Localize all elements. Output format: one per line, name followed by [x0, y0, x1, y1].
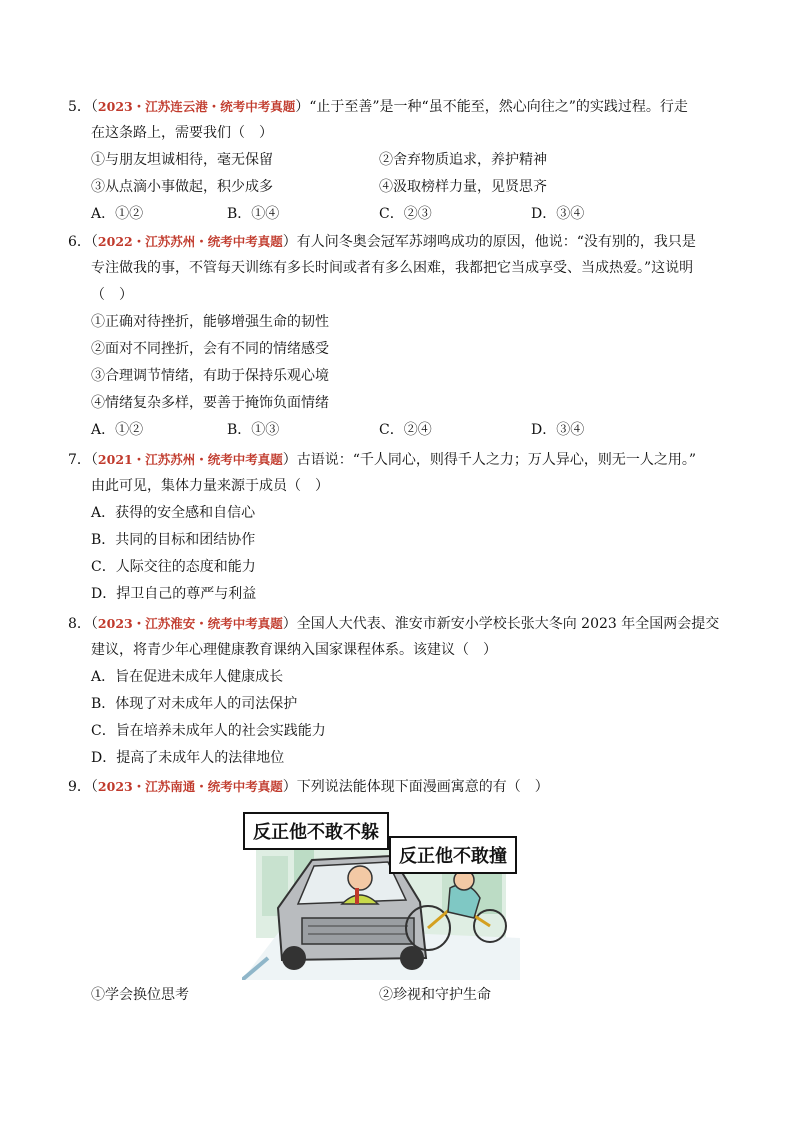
source-close: ） — [282, 779, 297, 795]
statement-row — [68, 984, 733, 1011]
question-stem-cont: 由此可见，集体力量来源于成员（ ） — [91, 478, 329, 494]
source-open: （ — [90, 779, 98, 795]
source-close: ） — [282, 452, 297, 468]
question-number: 6． — [68, 234, 91, 250]
statement-row — [68, 174, 733, 201]
source-close: ） — [282, 234, 297, 250]
statement-item: ②珍视和守护生命 — [379, 987, 491, 1003]
source-close: ） — [282, 616, 297, 632]
choice-row — [68, 417, 733, 444]
statement-item: ④汲取榜样力量，见贤思齐 — [379, 179, 547, 195]
source-open: （ — [90, 99, 98, 115]
question-number: 9． — [68, 779, 91, 795]
choice-b[interactable]: B．共同的目标和团结协作 — [91, 532, 256, 548]
statement-row — [68, 147, 733, 174]
choice-a[interactable]: A．①② — [91, 206, 144, 222]
choice-row — [68, 201, 733, 228]
statement-item: ②舍弃物质追求，养护精神 — [379, 152, 547, 168]
question-source: 2023・江苏淮安・统考中考真题 — [97, 616, 283, 631]
source-open: （ — [90, 616, 98, 632]
question-stem: 古语说：“千人同心，则得千人之力；万人异心，则无一人之用。” — [296, 452, 697, 468]
question-source: 2023・江苏南通・统考中考真题 — [97, 779, 283, 794]
question-7 — [68, 446, 733, 608]
statement-item: ③合理调节情绪，有助于保持乐观心境 — [91, 368, 329, 384]
choice-b[interactable]: B．①④ — [227, 206, 280, 222]
choice-a[interactable]: A．获得的安全感和自信心 — [91, 505, 256, 521]
statement-item: ②面对不同挫折，会有不同的情绪感受 — [91, 341, 329, 357]
choice-a[interactable]: A．①② — [91, 422, 144, 438]
question-stem-cont: 专注做我的事，不管每天训练有多长时间或者有多么困难，我都把它当成享受、当成热爱。”这说明 — [91, 260, 694, 276]
question-source: 2023・江苏连云港・统考中考真题 — [97, 99, 296, 114]
speech-bubble-left: 反正他不敢不躲 — [243, 812, 389, 850]
statement-item: ①与朋友坦诚相待，毫无保留 — [91, 152, 273, 168]
question-number: 7． — [68, 452, 91, 468]
question-stem: 下列说法能体现下面漫画寓意的有（ ） — [296, 779, 549, 795]
choice-c[interactable]: C．旨在培养未成年人的社会实践能力 — [91, 723, 326, 739]
question-number: 5． — [68, 99, 91, 115]
question-9 — [68, 773, 733, 800]
speech-bubble-right: 反正他不敢撞 — [389, 836, 517, 874]
question-stem-cont: 在这条路上，需要我们（ ） — [91, 125, 273, 141]
choice-b[interactable]: B．①③ — [227, 422, 280, 438]
question-source: 2021・江苏苏州・统考中考真题 — [97, 452, 283, 467]
choice-a[interactable]: A．旨在促进未成年人健康成长 — [91, 669, 284, 685]
question-6 — [68, 228, 733, 444]
statement-item: ①学会换位思考 — [91, 987, 189, 1003]
question-5 — [68, 93, 733, 228]
source-close: ） — [295, 99, 310, 115]
comic-illustration — [242, 808, 520, 980]
source-open: （ — [90, 452, 98, 468]
choice-d[interactable]: D．提高了未成年人的法律地位 — [91, 750, 285, 766]
choice-c[interactable]: C．人际交往的态度和能力 — [91, 559, 256, 575]
statement-item: ③从点滴小事做起，积少成多 — [91, 179, 273, 195]
statement-item: ④情绪复杂多样，要善于掩饰负面情绪 — [91, 395, 329, 411]
choice-d[interactable]: D．捍卫自己的尊严与利益 — [91, 586, 257, 602]
choice-d[interactable]: D．③④ — [531, 422, 585, 438]
choice-b[interactable]: B．体现了对未成年人的司法保护 — [91, 696, 298, 712]
choice-c[interactable]: C．②④ — [379, 422, 432, 438]
choice-d[interactable]: D．③④ — [531, 206, 585, 222]
question-stem: 有人问冬奥会冠军苏翊鸣成功的原因，他说：“没有别的，我只是 — [296, 234, 696, 250]
question-stem: “止于至善”是一种“虽不能至，然心向往之”的实践过程。行走 — [309, 99, 688, 115]
statement-item: ①正确对待挫折，能够增强生命的韧性 — [91, 314, 329, 330]
question-source: 2022・江苏苏州・统考中考真题 — [97, 234, 283, 249]
choice-c[interactable]: C．②③ — [379, 206, 432, 222]
question-stem-cont: 建议，将青少年心理健康教育课纳入国家课程体系。该建议（ ） — [91, 642, 497, 658]
question-stem: 全国人大代表、淮安市新安小学校长张大冬向 2023 年全国两会提交 — [296, 616, 720, 632]
question-8 — [68, 610, 733, 772]
source-open: （ — [90, 234, 98, 250]
question-number: 8． — [68, 616, 91, 632]
answer-paren: （ ） — [91, 287, 133, 303]
